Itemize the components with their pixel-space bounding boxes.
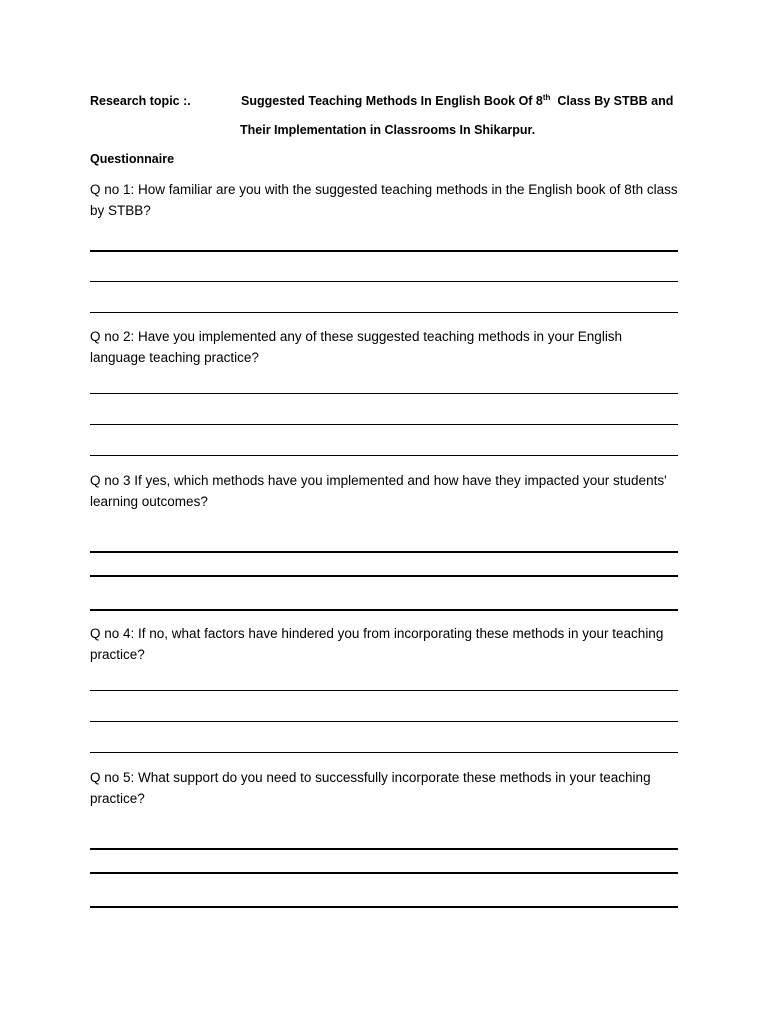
answer-line-2a[interactable] <box>90 393 678 394</box>
answer-line-3b[interactable] <box>90 575 678 577</box>
title-superscript: th <box>542 92 551 102</box>
answer-line-4a[interactable] <box>90 690 678 691</box>
title-suffix: Class By STBB and <box>557 94 674 108</box>
answer-line-4c[interactable] <box>90 752 678 753</box>
answer-line-2c[interactable] <box>90 455 678 456</box>
research-title-line1 <box>241 94 673 108</box>
questionnaire-heading: Questionnaire <box>90 152 175 166</box>
answer-line-1c[interactable] <box>90 312 678 313</box>
answer-line-3c[interactable] <box>90 609 678 611</box>
question-3: Q no 3 If yes, which methods have you implemented and how have they impacted your students' learning outcomes? <box>90 473 667 509</box>
answer-line-1b[interactable] <box>90 281 678 282</box>
answer-line-1a[interactable] <box>90 250 678 252</box>
answer-line-5b[interactable] <box>90 872 678 874</box>
research-topic-label: Research topic :. <box>90 94 191 108</box>
title-prefix: Suggested Teaching Methods In English Book Of 8 <box>241 94 543 108</box>
research-title-line2: Their Implementation in Classrooms In Shikarpur. <box>240 123 536 137</box>
answer-line-3a[interactable] <box>90 551 678 553</box>
answer-line-2b[interactable] <box>90 424 678 425</box>
answer-line-5c[interactable] <box>90 906 678 908</box>
answer-line-5a[interactable] <box>90 848 678 850</box>
question-2: Q no 2: Have you implemented any of these suggested teaching methods in your English language teaching practice? <box>90 329 623 365</box>
answer-line-4b[interactable] <box>90 721 678 722</box>
question-1: Q no 1: How familiar are you with the suggested teaching methods in the English book of 8th class by STBB? <box>90 182 678 218</box>
question-4: Q no 4: If no, what factors have hindered you from incorporating these methods in your teaching practice? <box>90 626 664 662</box>
question-5: Q no 5: What support do you need to successfully incorporate these methods in your teaching practice? <box>90 770 651 806</box>
